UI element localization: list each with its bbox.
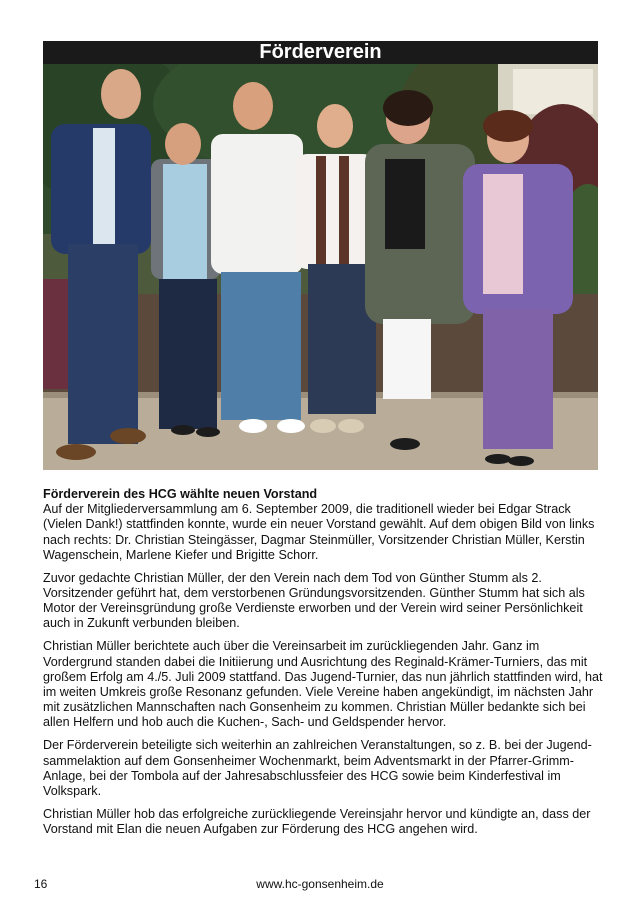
section-title-bar bbox=[43, 41, 598, 64]
person-2 bbox=[151, 123, 221, 437]
article-paragraph-1: Auf der Mitgliederversammlung am 6. September 2009, die traditionell wieder bei Edgar Strack (Vielen Dank!) stattfinden konnte, wurde ein neuer Vorstand gewählt. Auf dem obigen Bild von links nach rechts: Dr. Christian Steingässer, Dagmar Steinmüller, Vorsitzender Christian Müller, Kerstin Wagenschein, Marlene Kiefer und Brigitte Schorr. bbox=[43, 502, 595, 562]
section-title: Förderverein bbox=[259, 41, 382, 63]
group-photo bbox=[43, 64, 598, 470]
group-photo-illustration bbox=[43, 64, 598, 470]
page-number: 16 bbox=[34, 877, 48, 891]
footer-url: www.hc-gonsenheim.de bbox=[256, 877, 384, 891]
article bbox=[43, 487, 603, 845]
article-headline: Förderverein des HCG wählte neuen Vorstand bbox=[43, 487, 318, 501]
article-paragraph-4: Der Förderverein beteiligte sich weiterhin an zahlreichen Veranstaltungen, so z. B. bei der Jugend-sammelaktion auf dem Gonsenheimer Wochenmarkt, beim Adventsmarkt in der Pfarrer-Grimm-Anlage, bei der Tombola auf der Jahresabschlussfeier des HCG sowie beim Kinderfestival im Volkspark. bbox=[43, 738, 592, 799]
person-3 bbox=[211, 82, 305, 433]
article-paragraph-3: Christian Müller berichtete auch über die Vereinsarbeit im zurückliegenden Jahr. Ganz im Vordergrund standen dabei die Initiierung und Ausrichtung des Reginald-Krämer-Turniers, das mit großem Erfolg am 4./5. Juli 2009 stattfand. Das Jugend-Turnier, das nun jährlich stattfinden wird, hat im weiten Umkreis große Resonanz gefunden. Viele Vereine haben angekündigt, im nächsten Jahr mit zusätzlichen Mannschaften nach Gonsenheim zu kommen. Christian Müller bedankte sich bei allen Helfern und hob auch die Kuchen-, Sach- und Geldspender hervor. bbox=[43, 639, 603, 730]
article-paragraph-5: Christian Müller hob das erfolgreiche zurückliegende Vereinsjahr hervor und kündigte an, dass der Vorstand mit Elan die neuen Aufgaben zur Förderung des HCG angehen wird. bbox=[43, 807, 591, 837]
article-paragraph-2: Zuvor gedachte Christian Müller, der den Verein nach dem Tod von Günther Stumm als 2. Vorsitzender geführt hat, dem verstorbenen Gründungsvorsitzenden. Günther Stumm hat sich als Motor der Vereinsgründung große Verdienste erworben und der Verein wird seiner Persönlichkeit auch in Zukunft verbunden bleiben. bbox=[43, 570, 585, 631]
